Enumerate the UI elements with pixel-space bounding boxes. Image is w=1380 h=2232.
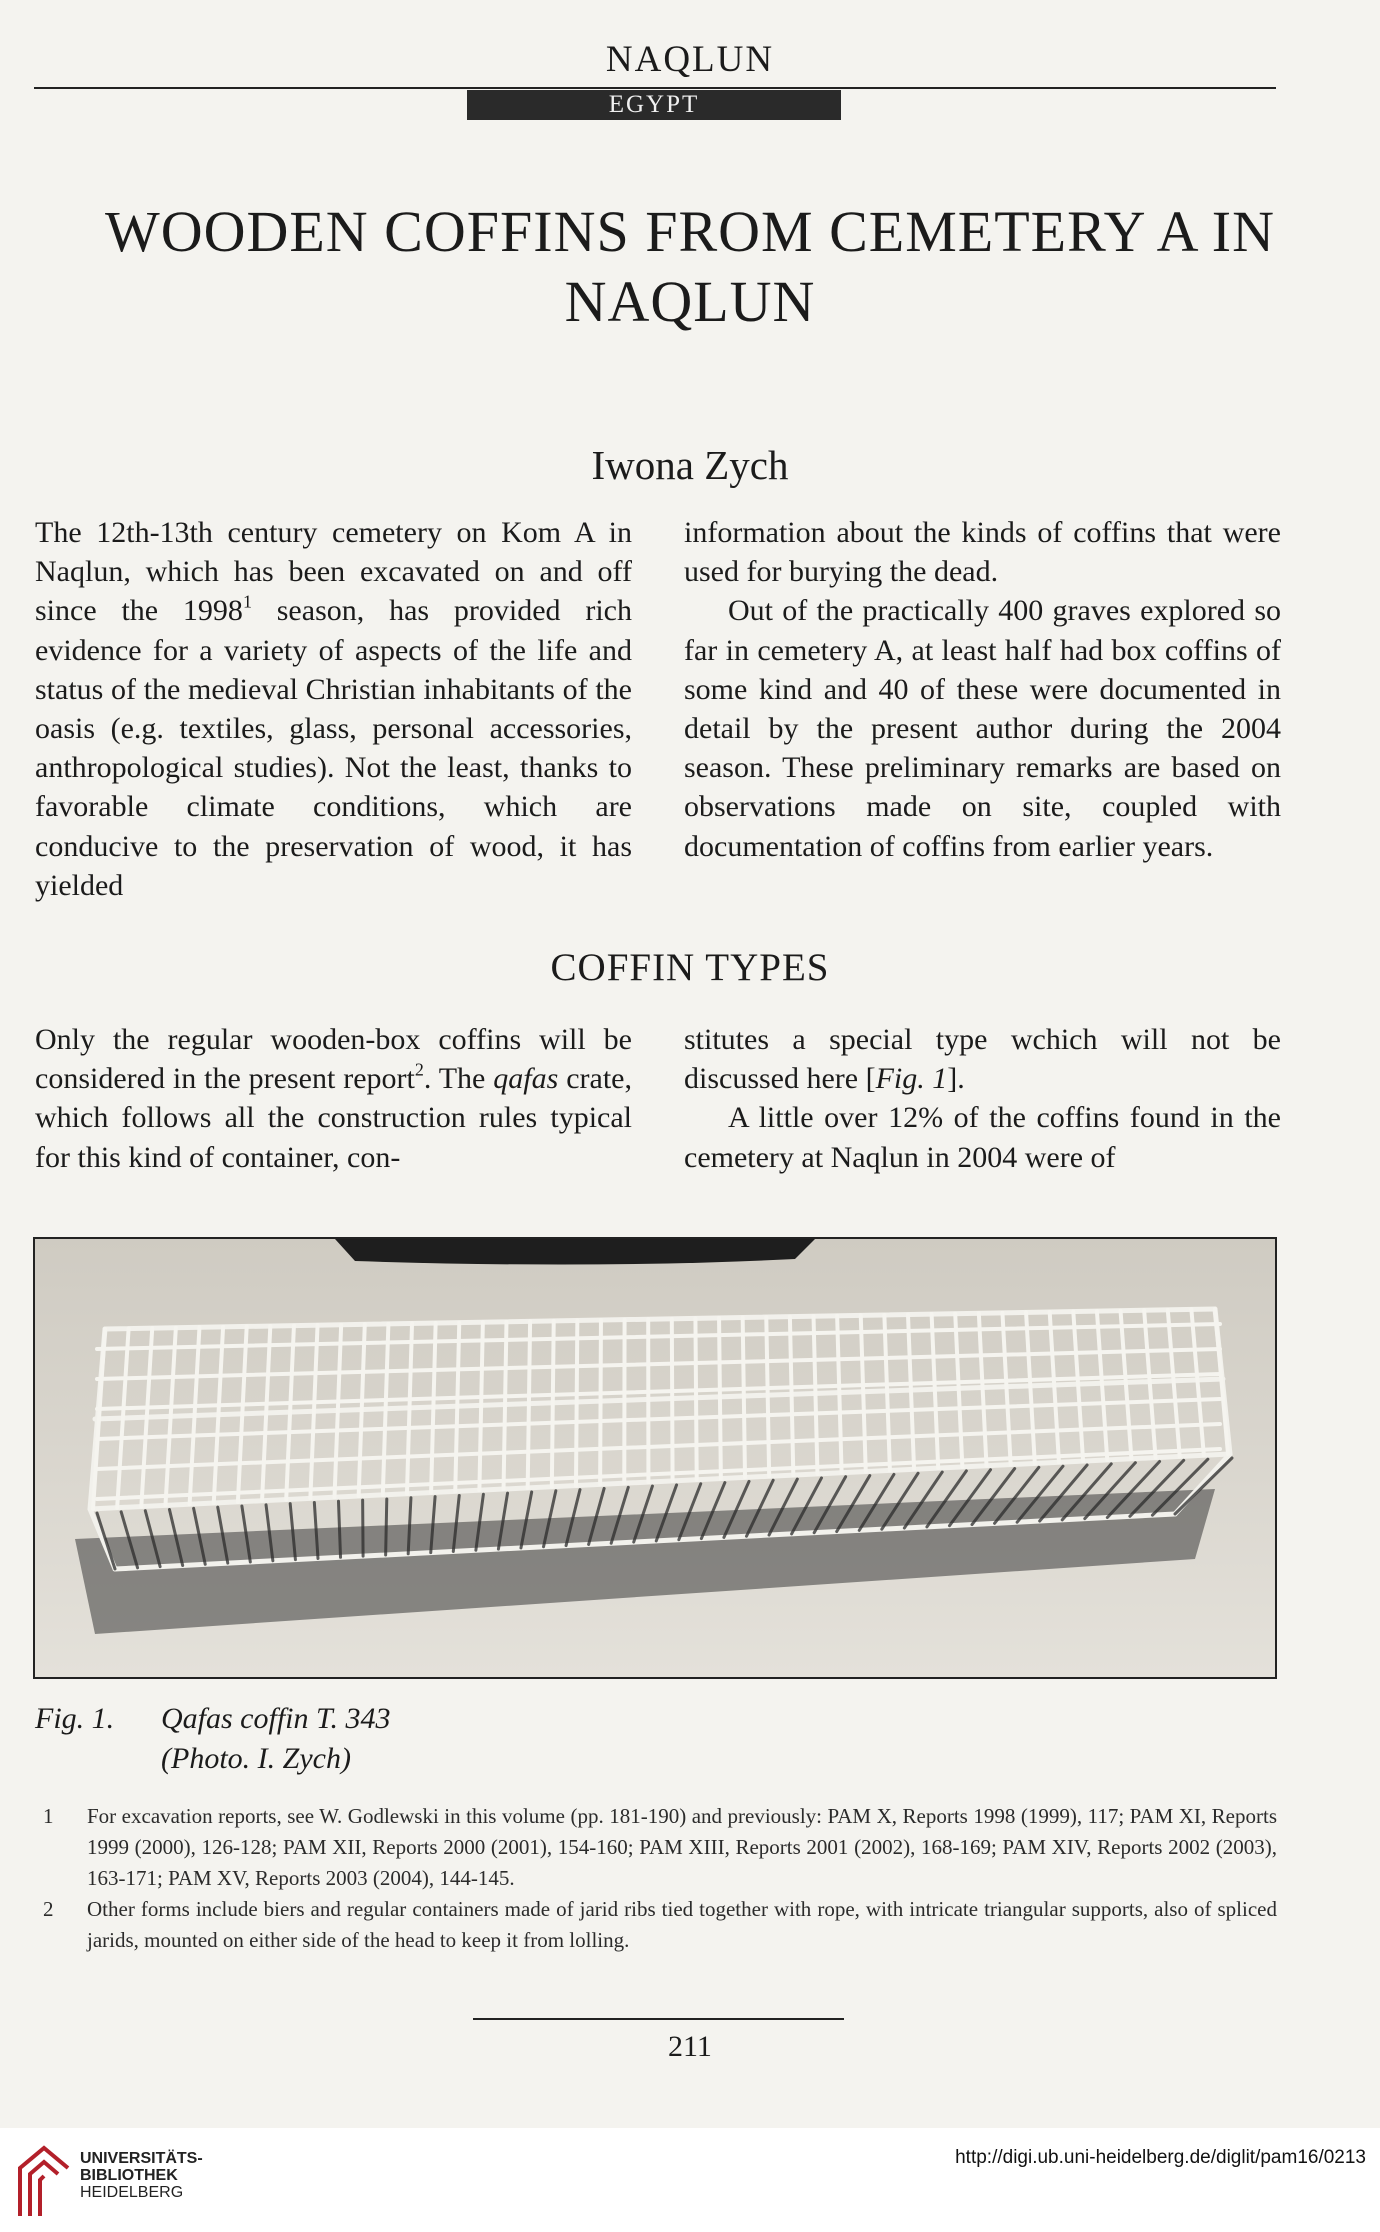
crate-slat <box>552 1321 554 1487</box>
intro-paragraph-left <box>35 513 632 905</box>
types-paragraph-right-1 <box>684 1020 1281 1098</box>
footnote-2 <box>35 1894 1277 1956</box>
crate-slat <box>338 1501 340 1557</box>
digitization-footer <box>0 2128 1380 2232</box>
running-head: NAQLUN <box>605 39 775 80</box>
qafas-coffin-photo <box>35 1239 1275 1677</box>
types-text-c: crate, which follows all the construction rules typical for this kind of container, con- <box>35 1062 632 1174</box>
header-rule <box>34 87 1276 89</box>
crate-slat <box>672 1319 673 1481</box>
crate-slat <box>386 1499 387 1555</box>
footnote-text: For excavation reports, see W. Godlewski in this volume (pp. 181-190) and previously: PAM X, Reports 1998 (1999), 117; PAM XI, Reports 1999 (2000), 126-128; PAM XII, Reports 2000 (2001), 154-160; PAM XIII, Reports 2001 (2002), 168-169; PAM XIV, Reports 2002 (2003), 163-171; PAM XV, Reports 2003 (2004), 144-145. <box>87 1804 1277 1890</box>
types-right-column <box>684 1020 1281 1177</box>
footnote-number: 2 <box>43 1897 54 1921</box>
figure-caption <box>35 1699 390 1779</box>
types-right-text-b: ]. <box>947 1062 965 1096</box>
figure-caption-title: Qafas coffin T. 343 <box>161 1702 391 1735</box>
library-logo-icon <box>14 2140 74 2220</box>
library-name-line: BIBLIOTHEK <box>80 2167 178 2184</box>
page-number: 211 <box>668 2030 712 2063</box>
crate-slat <box>600 1320 601 1484</box>
types-text-a: Only the regular wooden-box coffins will be considered in the present report <box>35 1023 632 1096</box>
qafas-term: qafas <box>493 1062 559 1096</box>
figure-photo <box>33 1237 1277 1679</box>
article-author: Iwona Zych <box>591 442 789 488</box>
intro-paragraph-right-2: Out of the practically 400 graves explored so far in cemetery A, at least half had box coffins of some kind and 40 of these were documented in detail by the present author during the 2004 season. These preliminary remarks are based on observations made on site, coupled with documentation of coffins from earlier years. <box>684 594 1281 863</box>
types-paragraph-right-2: A little over 12% of the coffins found in the cemetery at Naqlun in 2004 were of <box>684 1101 1281 1174</box>
intro-text-a: The 12th-13th century cemetery on Kom A in Naqlun, which has been excavated on and off since the 1998 <box>35 516 632 628</box>
footnote-1 <box>35 1801 1277 1894</box>
footnotes <box>35 1801 1277 1956</box>
crate-slat <box>695 1318 696 1479</box>
crate-slat <box>528 1321 530 1488</box>
intro-paragraph-right-1: information about the kinds of coffins that were used for burying the dead. <box>684 516 1281 589</box>
footnote-ref-1[interactable]: 1 <box>242 591 252 612</box>
crate-slat <box>743 1318 745 1478</box>
crate-slat <box>576 1320 577 1485</box>
intro-right-column <box>684 513 1281 866</box>
types-right-text-a: stitutes a special type wchich will not be discussed here [ <box>684 1023 1281 1096</box>
article-title: WOODEN COFFINS FROM CEMETERY A IN NAQLUN <box>104 199 1276 334</box>
intro-left-column <box>35 513 632 905</box>
figure-credit: (Photo. I. Zych) <box>161 1742 351 1775</box>
library-name-line: UNIVERSITÄTS- <box>80 2150 203 2167</box>
library-name <box>80 2150 203 2201</box>
figure-reference[interactable]: Fig. 1 <box>875 1062 948 1096</box>
crate-slat <box>719 1318 721 1479</box>
page-number-rule <box>473 2018 844 2020</box>
section-label: EGYPT <box>467 90 841 120</box>
library-name-line: HEIDELBERG <box>80 2184 184 2201</box>
types-paragraph-left <box>35 1020 632 1177</box>
intro-text-b: season, has provided rich evidence for a variety of aspects of the life and status of the medieval Christian inhabitants of the oasis (e.g. textiles, glass, personal accessories, anthropological studies). Not the least, thanks to favorable climate conditions, which are conducive to the preservation of wood, it has yielded <box>35 594 632 902</box>
footnote-ref-2[interactable]: 2 <box>414 1059 424 1080</box>
source-url-link[interactable]: http://digi.ub.uni-heidelberg.de/diglit/pam16/0213 <box>955 2147 1366 2168</box>
section-subhead: COFFIN TYPES <box>550 946 830 989</box>
footnote-number: 1 <box>43 1804 54 1828</box>
types-left-column <box>35 1020 632 1177</box>
footnote-text: Other forms include biers and regular containers made of jarid ribs tied together with rope, with intricate triangular supports, also of spliced jarids, mounted on either side of the head to keep it from lolling. <box>87 1897 1277 1952</box>
types-text-b: . The <box>423 1062 494 1096</box>
figure-number: Fig. 1. <box>35 1702 115 1735</box>
